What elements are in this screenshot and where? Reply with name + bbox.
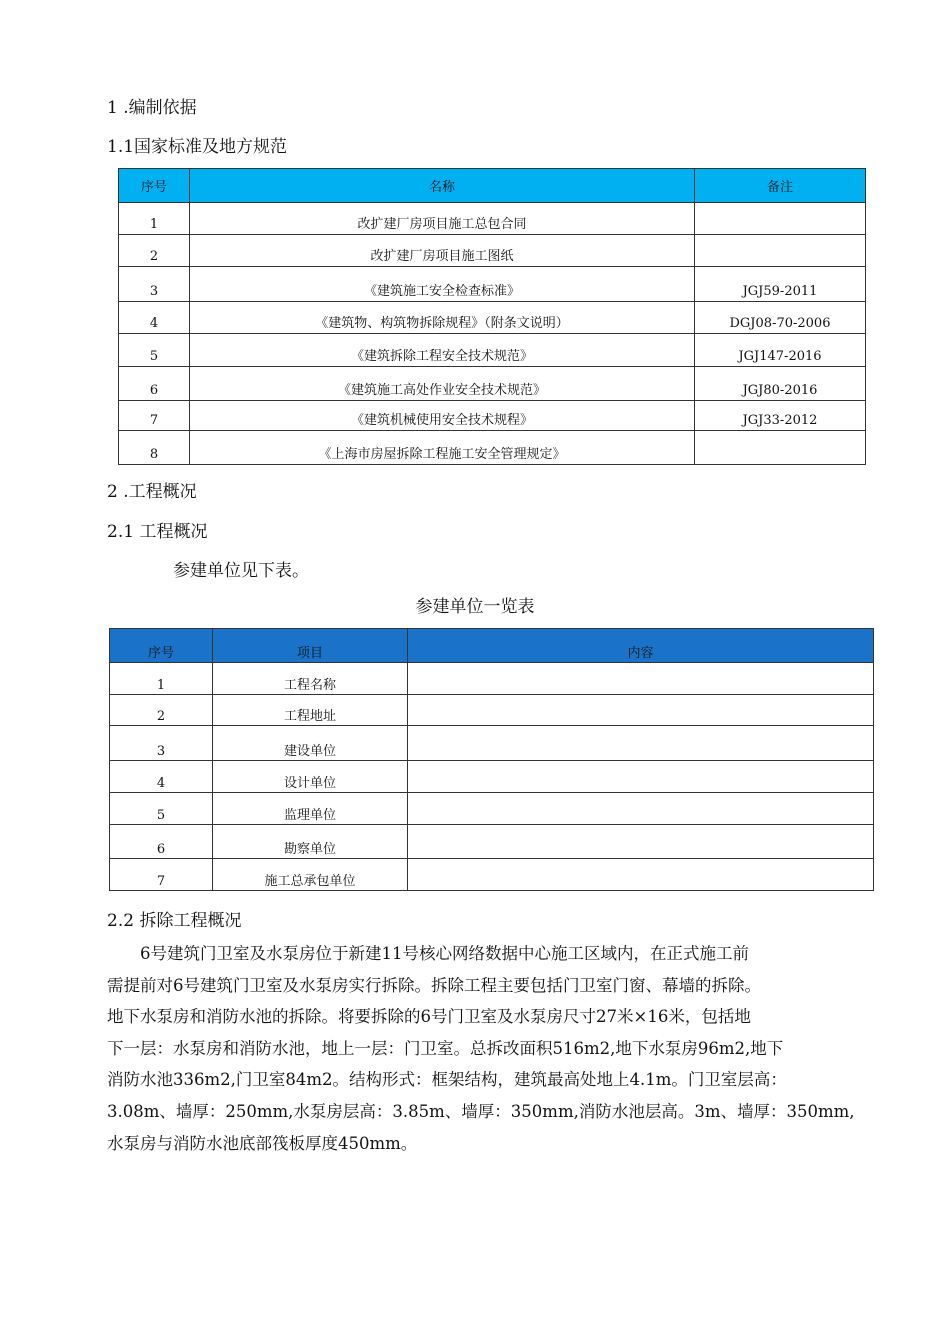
cell-index: 1 <box>119 203 190 235</box>
header-cell-index: 序号 <box>110 629 213 663</box>
paragraph-line: 下一层：水泵房和消防水池，地上一层：门卫室。总拆改面积516m2,地下水泵房96m2,地下 <box>107 1038 784 1058</box>
section-1-1-heading: 1.1国家标准及地方规范 <box>107 137 288 157</box>
paragraph-line: 6号建筑门卫室及水泵房位于新建11号核心网络数据中心施工区域内，在正式施工前 <box>107 944 749 963</box>
cell-index: 4 <box>110 761 213 793</box>
cell-remark: JGJ80-2016 <box>695 367 866 401</box>
cell-index: 8 <box>119 431 190 465</box>
cell-index: 3 <box>110 726 213 761</box>
cell-content <box>408 859 874 891</box>
section-1-heading: 1 .编制依据 <box>107 98 197 118</box>
cell-index: 6 <box>110 825 213 859</box>
intro-text: 参建单位见下表。 <box>173 561 309 581</box>
cell-index: 2 <box>119 235 190 267</box>
cell-index: 7 <box>110 859 213 891</box>
header-cell-item: 项目 <box>213 629 408 663</box>
cell-name: 《建筑施工安全检查标准》 <box>190 267 695 302</box>
demolition-overview-paragraph <box>107 938 867 1159</box>
cell-content <box>408 726 874 761</box>
table-row <box>110 695 874 726</box>
section-2-2-heading: 2.2 拆除工程概况 <box>107 911 242 931</box>
cell-remark <box>695 431 866 465</box>
table-row <box>119 302 866 334</box>
cell-item: 设计单位 <box>213 761 408 793</box>
cell-item: 勘察单位 <box>213 825 408 859</box>
table-row <box>110 793 874 825</box>
cell-name: 《建筑拆除工程安全技术规范》 <box>190 334 695 367</box>
cell-content <box>408 663 874 695</box>
paragraph-line: 消防水池336m2,门卫室84m2。结构形式：框架结构，建筑最高处地上4.1m。门卫室层高： <box>107 1070 787 1090</box>
table-row <box>119 235 866 267</box>
cell-remark <box>695 203 866 235</box>
table-caption: 参建单位一览表 <box>415 597 535 617</box>
paragraph-line: 水泵房与消防水池底部筏板厚度450mm。 <box>107 1133 418 1153</box>
cell-remark: DGJ08-70-2006 <box>695 302 866 334</box>
cell-content <box>408 695 874 726</box>
table-row <box>119 431 866 465</box>
table-row <box>119 203 866 235</box>
standards-table-header <box>119 169 866 203</box>
paragraph-line: 3.08m、墙厚：250mm,水泵房层高：3.85m、墙厚：350mm,消防水池层高。3m、墙厚：350mm, <box>107 1101 855 1121</box>
paragraph-line: 地下水泵房和消防水池的拆除。将要拆除的6号门卫室及水泵房尺寸27米×16米，包括地 <box>107 1007 751 1027</box>
standards-table <box>118 168 866 465</box>
header-cell-content: 内容 <box>408 629 874 663</box>
cell-content <box>408 761 874 793</box>
table-row <box>119 334 866 367</box>
table-row <box>119 367 866 401</box>
participants-table <box>109 628 874 891</box>
cell-content <box>408 793 874 825</box>
table-row <box>110 663 874 695</box>
cell-content <box>408 825 874 859</box>
cell-index: 3 <box>119 267 190 302</box>
section-2-1-heading: 2.1 工程概况 <box>107 522 208 542</box>
cell-name: 《建筑施工高处作业安全技术规范》 <box>190 367 695 401</box>
cell-name: 《建筑机械使用安全技术规程》 <box>190 401 695 431</box>
cell-name: 改扩建厂房项目施工图纸 <box>190 235 695 267</box>
cell-remark: JGJ147-2016 <box>695 334 866 367</box>
table-row <box>110 761 874 793</box>
paragraph-line: 需提前对6号建筑门卫室及水泵房实行拆除。拆除工程主要包括门卫室门窗、幕墙的拆除。 <box>107 975 761 995</box>
cell-item: 施工总承包单位 <box>213 859 408 891</box>
cell-remark: JGJ59-2011 <box>695 267 866 302</box>
cell-index: 5 <box>119 334 190 367</box>
participants-table-header <box>110 629 874 663</box>
cell-item: 建设单位 <box>213 726 408 761</box>
table-row <box>110 726 874 761</box>
cell-index: 6 <box>119 367 190 401</box>
cell-index: 4 <box>119 302 190 334</box>
cell-index: 2 <box>110 695 213 726</box>
cell-name: 改扩建厂房项目施工总包合同 <box>190 203 695 235</box>
cell-index: 7 <box>119 401 190 431</box>
header-cell-name: 名称 <box>190 169 695 203</box>
table-row <box>110 825 874 859</box>
section-2-heading: 2 .工程概况 <box>107 482 197 502</box>
header-cell-index: 序号 <box>119 169 190 203</box>
cell-name: 《上海市房屋拆除工程施工安全管理规定》 <box>190 431 695 465</box>
table-row <box>110 859 874 891</box>
cell-name: 《建筑物、构筑物拆除规程》（附条文说明） <box>190 302 695 334</box>
table-row <box>119 267 866 302</box>
cell-item: 工程名称 <box>213 663 408 695</box>
cell-item: 监理单位 <box>213 793 408 825</box>
cell-index: 1 <box>110 663 213 695</box>
header-cell-remark: 备注 <box>695 169 866 203</box>
cell-remark: JGJ33-2012 <box>695 401 866 431</box>
table-row <box>119 401 866 431</box>
cell-item: 工程地址 <box>213 695 408 726</box>
cell-index: 5 <box>110 793 213 825</box>
cell-remark <box>695 235 866 267</box>
